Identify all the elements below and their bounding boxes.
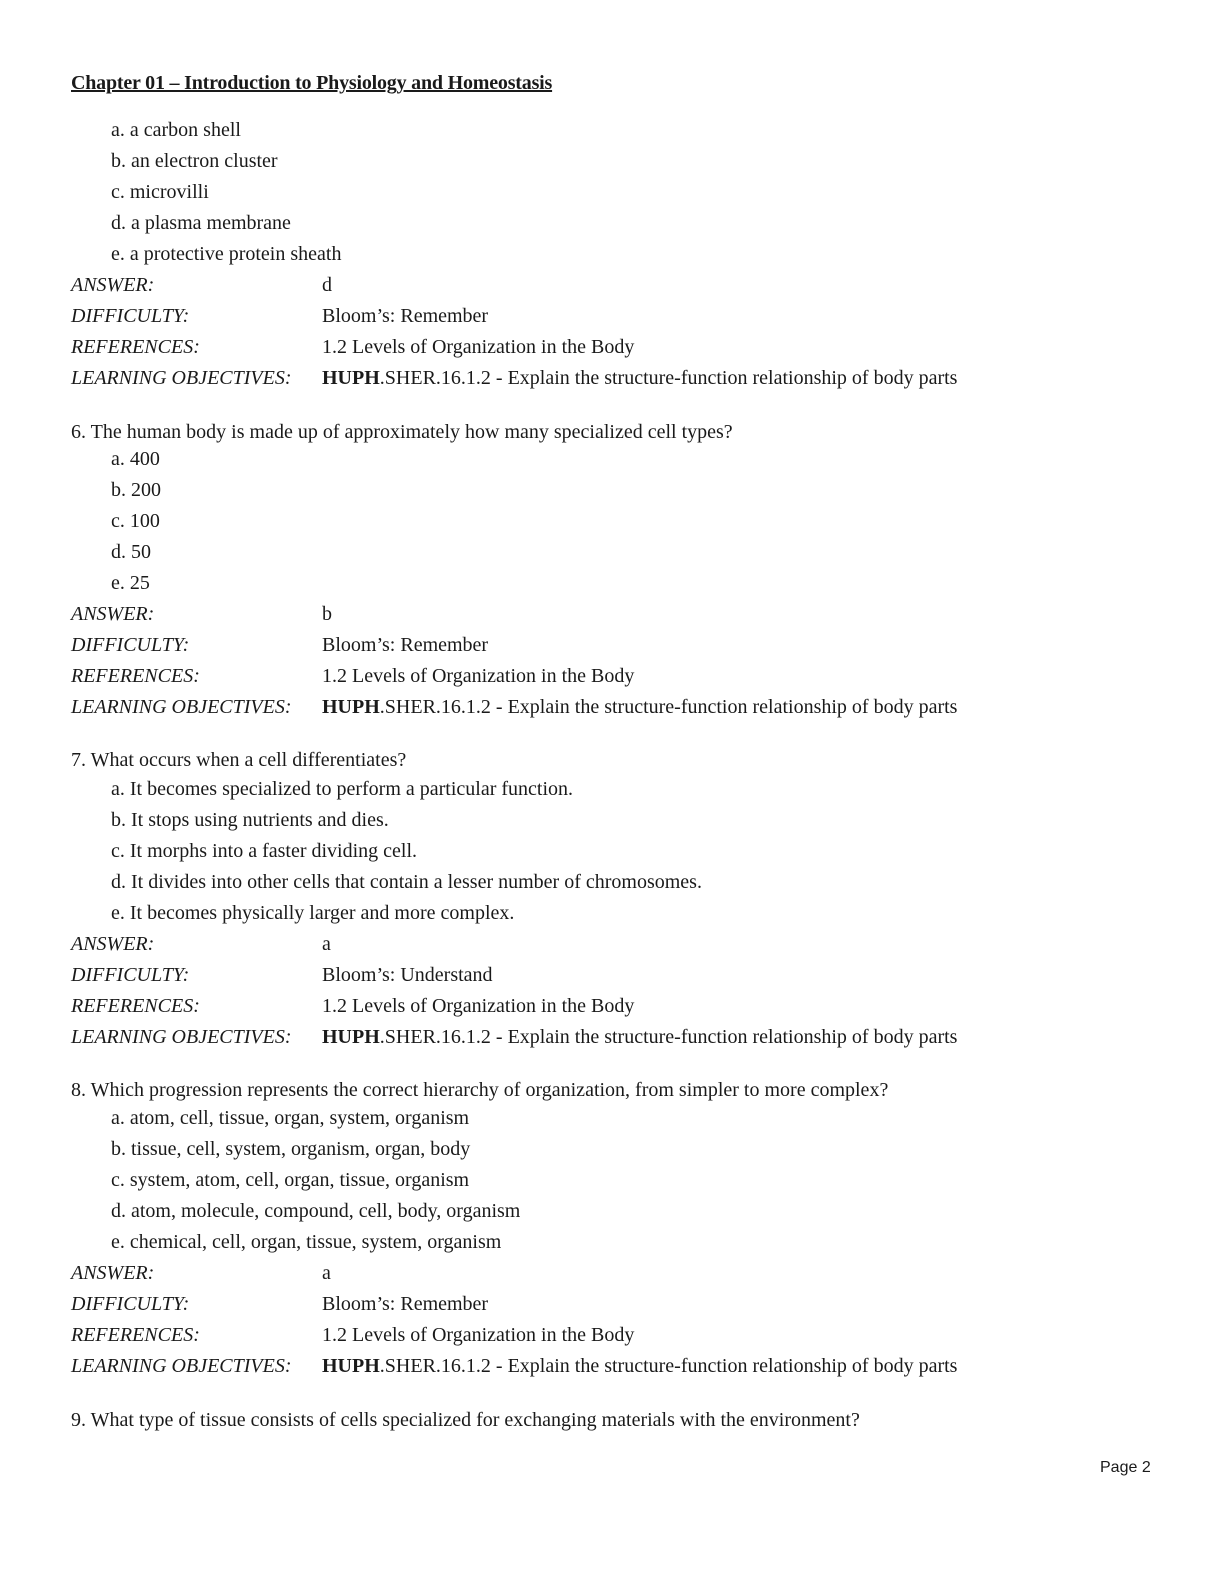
- objective-text: .SHER.16.1.2 - Explain the structure-function relationship of body parts: [379, 1355, 958, 1377]
- difficulty-value: Bloom’s: Understand: [322, 964, 493, 986]
- q7-difficulty-row: [71, 962, 1171, 988]
- objective-code: HUPH: [322, 1026, 380, 1048]
- references-value: 1.2 Levels of Organization in the Body: [322, 1324, 635, 1346]
- q7-option-b: b. It stops using nutrients and dies.: [111, 809, 389, 831]
- references-value: 1.2 Levels of Organization in the Body: [322, 995, 635, 1017]
- references-value: 1.2 Levels of Organization in the Body: [322, 336, 635, 358]
- objective-text: .SHER.16.1.2 - Explain the structure-function relationship of body parts: [379, 367, 958, 389]
- q7-option-d: d. It divides into other cells that contain a lesser number of chromosomes.: [111, 871, 702, 893]
- objective-code: HUPH: [322, 367, 380, 389]
- objective-code: HUPH: [322, 696, 380, 718]
- difficulty-value: Bloom’s: Remember: [322, 305, 489, 327]
- references-label: REFERENCES:: [71, 336, 200, 358]
- objective-code: HUPH: [322, 1355, 380, 1377]
- answer-value: b: [322, 603, 332, 625]
- objectives-value: [322, 1024, 957, 1050]
- difficulty-label: DIFFICULTY:: [71, 305, 190, 327]
- difficulty-value: Bloom’s: Remember: [322, 1293, 489, 1315]
- q8-option-e: e. chemical, cell, organ, tissue, system, organism: [111, 1231, 502, 1253]
- answer-label: ANSWER:: [71, 274, 155, 296]
- references-label: REFERENCES:: [71, 1324, 200, 1346]
- q8-answer-row: [71, 1260, 1171, 1286]
- objectives-label: LEARNING OBJECTIVES:: [71, 1355, 292, 1377]
- q7-option-e: e. It becomes physically larger and more complex.: [111, 902, 515, 924]
- q8-option-a: a. atom, cell, tissue, organ, system, organism: [111, 1107, 470, 1129]
- q8-option-c: c. system, atom, cell, organ, tissue, organism: [111, 1169, 470, 1191]
- q5-difficulty-row: [71, 303, 1171, 329]
- answer-label: ANSWER:: [71, 603, 155, 625]
- difficulty-value: Bloom’s: Remember: [322, 634, 489, 656]
- q6-references-row: [71, 663, 1171, 689]
- q6-objectives-row: [71, 694, 1171, 720]
- q8-references-row: [71, 1322, 1171, 1348]
- q7-answer-row: [71, 931, 1171, 957]
- q5-option-a: a. a carbon shell: [111, 119, 241, 141]
- q5-answer-row: [71, 272, 1171, 298]
- q7-references-row: [71, 993, 1171, 1019]
- answer-value: a: [322, 933, 331, 955]
- difficulty-label: DIFFICULTY:: [71, 634, 190, 656]
- q7-option-a: a. It becomes specialized to perform a particular function.: [111, 778, 574, 800]
- q5-objectives-row: [71, 365, 1171, 391]
- q8-question: 8. Which progression represents the correct hierarchy of organization, from simpler to more complex?: [71, 1079, 889, 1101]
- difficulty-label: DIFFICULTY:: [71, 964, 190, 986]
- q5-references-row: [71, 334, 1171, 360]
- q5-option-e: e. a protective protein sheath: [111, 243, 342, 265]
- objectives-value: [322, 694, 957, 720]
- q9-question: 9. What type of tissue consists of cells specialized for exchanging materials with the environment?: [71, 1409, 860, 1431]
- q5-option-c: c. microvilli: [111, 181, 209, 203]
- q5-option-b: b. an electron cluster: [111, 150, 278, 172]
- q8-option-d: d. atom, molecule, compound, cell, body, organism: [111, 1200, 521, 1222]
- q6-answer-row: [71, 601, 1171, 627]
- answer-value: d: [322, 274, 332, 296]
- answer-label: ANSWER:: [71, 1262, 155, 1284]
- answer-label: ANSWER:: [71, 933, 155, 955]
- chapter-title: Chapter 01 – Introduction to Physiology and Homeostasis: [71, 72, 553, 94]
- q6-option-c: c. 100: [111, 510, 160, 532]
- answer-value: a: [322, 1262, 331, 1284]
- q7-objectives-row: [71, 1024, 1171, 1050]
- q6-difficulty-row: [71, 632, 1171, 658]
- q5-option-d: d. a plasma membrane: [111, 212, 291, 234]
- q8-objectives-row: [71, 1353, 1171, 1379]
- objective-text: .SHER.16.1.2 - Explain the structure-function relationship of body parts: [379, 1026, 958, 1048]
- q6-option-d: d. 50: [111, 541, 151, 563]
- q6-option-e: e. 25: [111, 572, 150, 594]
- objective-text: .SHER.16.1.2 - Explain the structure-function relationship of body parts: [379, 696, 958, 718]
- references-value: 1.2 Levels of Organization in the Body: [322, 665, 635, 687]
- difficulty-label: DIFFICULTY:: [71, 1293, 190, 1315]
- references-label: REFERENCES:: [71, 665, 200, 687]
- q7-question: 7. What occurs when a cell differentiates?: [71, 749, 407, 771]
- q6-option-a: a. 400: [111, 448, 160, 470]
- objectives-label: LEARNING OBJECTIVES:: [71, 1026, 292, 1048]
- q8-option-b: b. tissue, cell, system, organism, organ, body: [111, 1138, 471, 1160]
- objectives-value: [322, 365, 957, 391]
- q8-difficulty-row: [71, 1291, 1171, 1317]
- q6-question: 6. The human body is made up of approximately how many specialized cell types?: [71, 421, 733, 443]
- objectives-label: LEARNING OBJECTIVES:: [71, 696, 292, 718]
- references-label: REFERENCES:: [71, 995, 200, 1017]
- objectives-value: [322, 1353, 957, 1379]
- q7-option-c: c. It morphs into a faster dividing cell.: [111, 840, 418, 862]
- objectives-label: LEARNING OBJECTIVES:: [71, 367, 292, 389]
- page-number: Page 2: [1100, 1459, 1151, 1476]
- q6-option-b: b. 200: [111, 479, 161, 501]
